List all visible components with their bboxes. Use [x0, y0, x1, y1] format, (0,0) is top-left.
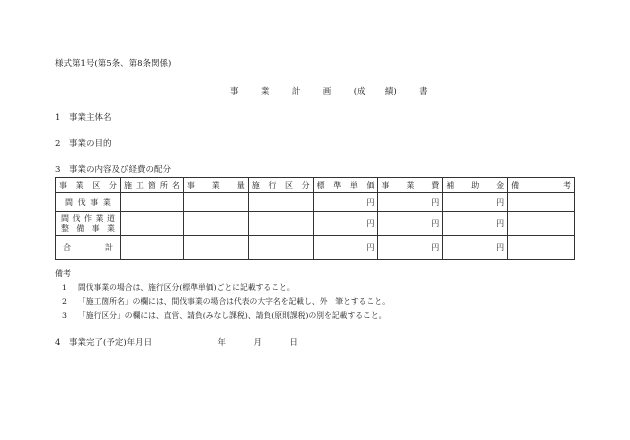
header-char: 区 — [284, 180, 293, 190]
header-char: 箇 — [147, 180, 156, 190]
cell-subsidy[interactable] — [443, 193, 508, 212]
cell-cost[interactable] — [378, 212, 443, 236]
yen-unit: 円 — [431, 243, 440, 252]
header-char: 分 — [108, 180, 117, 190]
cell-division[interactable] — [248, 193, 313, 212]
label-char: 整 — [61, 223, 69, 233]
remark-item — [62, 310, 386, 321]
label-char: 事 — [90, 197, 99, 207]
header-char: 事 — [381, 180, 390, 190]
cell-division[interactable] — [248, 236, 313, 260]
table-row-total — [56, 236, 575, 260]
label-char: 伐 — [72, 213, 81, 223]
cell-location[interactable] — [120, 236, 183, 260]
header-char: 備 — [511, 180, 520, 190]
cell-division[interactable] — [248, 212, 313, 236]
section-completion-date — [55, 336, 298, 348]
header-char: 業 — [406, 180, 415, 190]
date-month-label: 月 — [253, 338, 262, 348]
header-char: 単 — [349, 180, 358, 190]
yen-unit: 円 — [366, 197, 375, 207]
remark-item — [62, 296, 390, 307]
cell-quantity[interactable] — [183, 236, 248, 260]
header-char: 考 — [563, 180, 571, 190]
cell-location[interactable] — [120, 212, 183, 236]
yen-unit: 円 — [431, 219, 440, 228]
title-char: 計 — [291, 87, 301, 97]
header-category — [56, 178, 121, 193]
remarks-heading: 備考 — [55, 269, 71, 278]
header-char: 事 — [59, 180, 67, 190]
remark-number: 2 — [62, 297, 67, 306]
cell-note[interactable] — [508, 212, 575, 236]
header-cost — [378, 178, 443, 193]
table-header-row — [56, 178, 575, 193]
header-location — [120, 178, 183, 193]
yen-unit: 円 — [366, 219, 375, 228]
plan-table — [55, 177, 575, 260]
remark-number: 3 — [62, 311, 67, 320]
section-label: 事業の目的 — [69, 139, 112, 149]
remark-item — [62, 282, 295, 293]
header-char: 工 — [135, 180, 144, 190]
header-char: 助 — [471, 180, 480, 190]
label-char: 作 — [83, 213, 92, 223]
row-label-thinning — [56, 193, 121, 212]
section-label: 事業主体名 — [69, 113, 112, 123]
title-char: 業 — [260, 87, 270, 97]
table-row-road — [56, 212, 575, 236]
label-char: 業 — [102, 197, 111, 207]
yen-unit: 円 — [496, 243, 505, 252]
cell-cost[interactable] — [378, 236, 443, 260]
section-purpose — [55, 137, 112, 149]
yen-unit: 円 — [431, 197, 440, 207]
header-subsidy — [443, 178, 508, 193]
section-number: 3 — [55, 165, 61, 175]
section-number: 4 — [55, 338, 61, 348]
section-number: 2 — [55, 139, 61, 149]
header-char: 名 — [171, 180, 180, 190]
cell-unit-price[interactable] — [313, 236, 378, 260]
title-char: 画 — [322, 87, 332, 97]
header-char: 標 — [316, 180, 325, 190]
header-char: 分 — [301, 180, 310, 190]
completion-date-field[interactable] — [193, 336, 298, 348]
header-char: 施 — [123, 180, 132, 190]
label-char: 道 — [106, 213, 115, 223]
yen-unit: 円 — [496, 219, 505, 228]
label-char: 業 — [95, 213, 104, 223]
header-char: 準 — [333, 180, 342, 190]
date-day-label: 日 — [289, 338, 298, 348]
label-char: 間 — [61, 213, 69, 223]
header-char: 所 — [159, 180, 168, 190]
title-char: (成 — [353, 87, 366, 97]
cell-unit-price[interactable] — [313, 212, 378, 236]
section-content — [55, 163, 171, 175]
date-year-label: 年 — [217, 338, 227, 348]
cell-unit-price[interactable] — [313, 193, 378, 212]
label-char: 業 — [106, 223, 115, 233]
header-char: 金 — [496, 180, 505, 190]
label-char: 合 — [63, 243, 71, 252]
row-label-total — [56, 236, 121, 260]
row-label-road — [56, 212, 121, 236]
header-char: 補 — [446, 180, 455, 190]
remark-text: 間伐事業の場合は、施行区分(標準単価)ごとに記載すること。 — [78, 283, 295, 292]
cell-quantity[interactable] — [183, 193, 248, 212]
cell-cost[interactable] — [378, 193, 443, 212]
header-unit-price — [313, 178, 378, 193]
section-number: 1 — [55, 113, 61, 123]
label-char: 事 — [91, 223, 100, 233]
cell-location[interactable] — [120, 193, 183, 212]
title-char: 事 — [230, 87, 239, 97]
remark-text: 「施工箇所名」の欄には、間伐事業の場合は代表の大字名を記載し、外 筆とすること。 — [78, 297, 390, 306]
yen-unit: 円 — [496, 197, 505, 207]
section-label: 事業完了(予定)年月日 — [69, 338, 153, 348]
section-label: 事業の内容及び経費の配分 — [69, 165, 172, 175]
cell-subsidy[interactable] — [443, 236, 508, 260]
header-quantity — [183, 178, 248, 193]
form-number: 様式第1号(第5条、第8条関係) — [55, 59, 172, 69]
cell-note[interactable] — [508, 236, 575, 260]
header-char: 費 — [431, 180, 440, 190]
header-note — [508, 178, 575, 193]
remark-number: 1 — [62, 283, 67, 292]
label-char: 伐 — [77, 197, 86, 207]
header-division — [248, 178, 313, 193]
cell-note[interactable] — [508, 193, 575, 212]
header-char: 行 — [268, 180, 277, 190]
remark-text: 「施行区分」の欄には、直営、請負(みなし課税)、請負(原則課税)の別を記載すること。 — [78, 311, 387, 320]
cell-subsidy[interactable] — [443, 212, 508, 236]
header-char: 量 — [236, 180, 245, 190]
cell-quantity[interactable] — [183, 212, 248, 236]
yen-unit: 円 — [366, 243, 375, 252]
title-char: 績) — [384, 87, 397, 97]
label-char: 備 — [76, 223, 85, 233]
document-title — [230, 85, 428, 97]
title-char: 書 — [419, 87, 428, 97]
header-char: 業 — [75, 180, 84, 190]
header-char: 業 — [211, 180, 220, 190]
header-char: 区 — [92, 180, 101, 190]
section-entity-name — [55, 111, 112, 123]
header-char: 価 — [366, 180, 375, 190]
label-char: 間 — [65, 197, 73, 207]
header-char: 事 — [186, 180, 195, 190]
label-char: 計 — [104, 243, 113, 252]
header-char: 施 — [251, 180, 260, 190]
table-row-thinning — [56, 193, 575, 212]
